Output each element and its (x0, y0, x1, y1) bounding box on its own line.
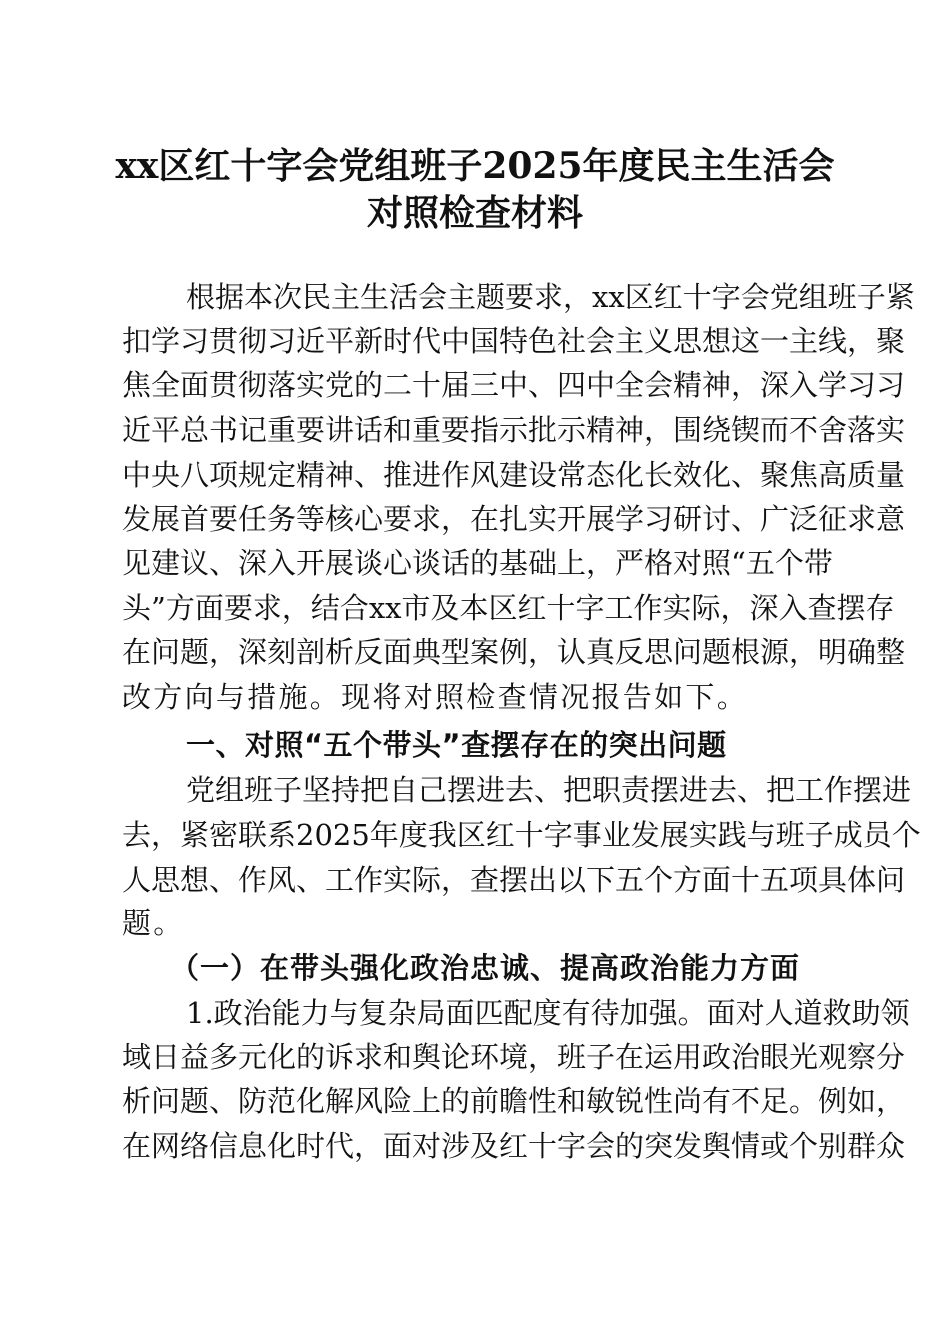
document-title-line-2: 对照检查材料 (366, 192, 583, 234)
text-line: 在问题，深刻剖析反面典型案例，认真反思问题根源，明确整 (122, 635, 906, 669)
text-line: 改方向与措施。现将对照检查情况报告如下。 (122, 680, 749, 714)
text-line: 头”方面要求，结合xx市及本区红十字工作实际，深入查摆存 (122, 591, 895, 625)
subsection-heading-1: （一）在带头强化政治忠诚、提高政治能力方面 (170, 951, 801, 985)
text-line: 析问题、防范化解风险上的前瞻性和敏锐性尚有不足。例如， (122, 1084, 906, 1118)
text-line: 去，紧密联系2025年度我区红十字事业发展实践与班子成员个 (122, 818, 921, 852)
text-line: 在网络信息化时代，面对涉及红十字会的突发舆情或个别群众 (122, 1129, 906, 1163)
text-line: 发展首要任务等核心要求，在扎实开展学习研讨、广泛征求意 (122, 502, 906, 536)
text-line: 党组班子坚持把自己摆进去、把职责摆进去、把工作摆进 (186, 773, 912, 807)
text-line: 见建议、深入开展谈心谈话的基础上，严格对照“五个带 (122, 546, 833, 580)
text-line: 1.政治能力与复杂局面匹配度有待加强。面对人道救助领 (186, 996, 910, 1030)
text-line: 题。 (122, 906, 185, 940)
section-heading-1: 一、对照“五个带头”查摆存在的突出问题 (186, 728, 727, 762)
document-title-line-1: xx区红十字会党组班子2025年度民主生活会 (115, 145, 835, 187)
text-line: 扣学习贯彻习近平新时代中国特色社会主义思想这一主线，聚 (122, 324, 906, 358)
text-line: 根据本次民主生活会主题要求，xx区红十字会党组班子紧 (186, 280, 915, 314)
text-line: 人思想、作风、工作实际，查摆出以下五个方面十五项具体问 (122, 863, 906, 897)
text-line: 近平总书记重要讲话和重要指示批示精神，围绕锲而不舍落实 (122, 413, 906, 447)
text-line: 焦全面贯彻落实党的二十届三中、四中全会精神，深入学习习 (122, 368, 906, 402)
text-line: 域日益多元化的诉求和舆论环境，班子在运用政治眼光观察分 (122, 1040, 906, 1074)
text-line: 中央八项规定精神、推进作风建设常态化长效化、聚焦高质量 (122, 458, 906, 492)
